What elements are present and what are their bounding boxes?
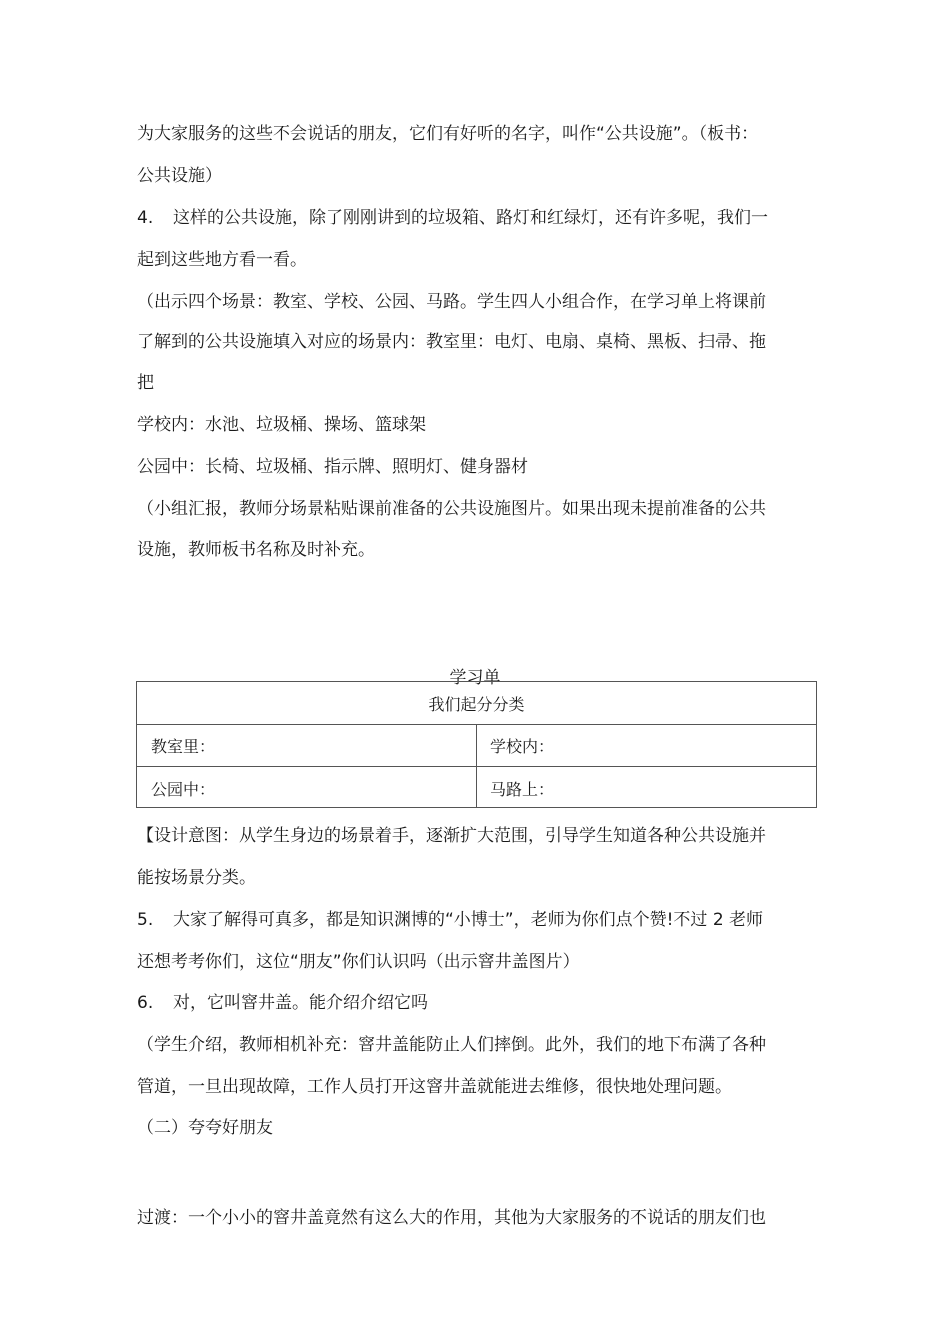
list-text: 这样的公共设施，除了刚刚讲到的垃圾箱、路灯和红绿灯，还有许多呢，我们一 — [173, 208, 768, 228]
paragraph-line: （学生介绍，教师相机补充：窨井盖能防止人们摔倒。此外，我们的地下布满了各种 — [137, 1035, 766, 1055]
list-number: 5. — [137, 910, 154, 930]
paragraph-line: 设施，教师板书名称及时补充。 — [137, 540, 375, 560]
list-text: 对，它叫窨井盖。能介绍介绍它吗 — [173, 993, 428, 1013]
paragraph-line: 了解到的公共设施填入对应的场景内：教室里：电灯、电扇、桌椅、黑板、扫帚、拖 — [137, 332, 766, 352]
paragraph-line: 学校内：水池、垃圾桶、操场、篮球架 — [137, 415, 426, 435]
list-item-6 — [137, 995, 428, 1012]
paragraph-line: 公共设施） — [137, 166, 222, 186]
table-cell-classroom: 教室里： — [151, 736, 216, 756]
worksheet-header: 我们起分分类 — [137, 682, 816, 725]
paragraph-line: 能按场景分类。 — [137, 868, 256, 888]
paragraph-line: 【设计意图：从学生身边的场景着手，逐渐扩大范围，引导学生知道各种公共设施并 — [137, 826, 766, 846]
worksheet-caption: 学习单 — [449, 668, 501, 688]
paragraph-line: 把 — [137, 373, 154, 393]
table-row — [137, 767, 816, 809]
list-number: 4. — [137, 208, 154, 228]
list-item-4 — [137, 210, 768, 227]
table-cell-school: 学校内： — [490, 736, 555, 756]
table-cell-road: 马路上： — [490, 779, 555, 799]
worksheet-table — [136, 681, 817, 808]
section-heading: （二）夸夸好朋友 — [137, 1118, 273, 1138]
list-item-5 — [137, 912, 763, 929]
list-text: 大家了解得可真多，都是知识渊博的“小博士”，老师为你们点个赞!不过 2 老师 — [173, 910, 764, 930]
paragraph-line: 管道，一旦出现故障，工作人员打开这窨井盖就能进去维修，很快地处理问题。 — [137, 1077, 732, 1097]
paragraph-line: （小组汇报，教师分场景粘贴课前准备的公共设施图片。如果出现未提前准备的公共 — [137, 499, 766, 519]
paragraph-line: 过渡：一个小小的窨井盖竟然有这么大的作用，其他为大家服务的不说话的朋友们也 — [137, 1208, 766, 1228]
table-cell-park: 公园中： — [151, 779, 216, 799]
paragraph-line: 为大家服务的这些不会说话的朋友，它们有好听的名字，叫作“公共设施”。（板书： — [137, 124, 759, 144]
list-number: 6. — [137, 993, 154, 1013]
paragraph-line: 公园中：长椅、垃圾桶、指示牌、照明灯、健身器材 — [137, 457, 528, 477]
table-row — [137, 724, 816, 767]
paragraph-line: 还想考考你们，这位“朋友”你们认识吗（出示窨井盖图片） — [137, 952, 580, 972]
paragraph-line: 起到这些地方看一看。 — [137, 250, 307, 270]
paragraph-line: （出示四个场景：教室、学校、公园、马路。学生四人小组合作，在学习单上将课前 — [137, 292, 766, 312]
